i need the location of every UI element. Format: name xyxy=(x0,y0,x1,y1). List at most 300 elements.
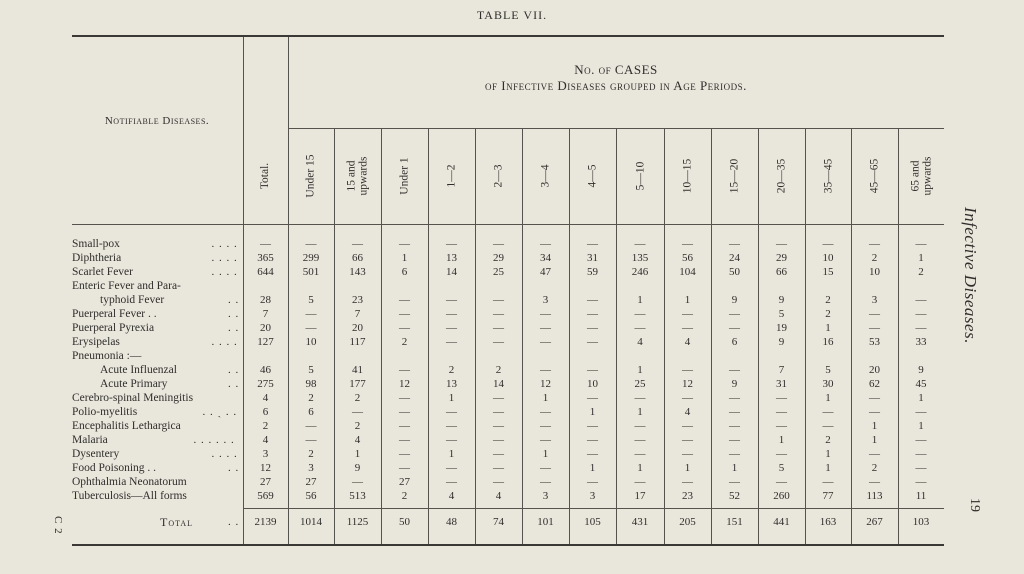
table-cell: 12 xyxy=(540,378,551,390)
table-cell: 6 xyxy=(308,406,314,418)
table-cell: — xyxy=(915,476,927,488)
table-cell: 10 xyxy=(822,252,834,264)
row-label: Tuberculosis—All forms xyxy=(72,490,187,502)
table-cell: 1 xyxy=(918,420,924,432)
table-cell: — xyxy=(915,448,927,460)
column-header xyxy=(522,128,569,224)
table-cell: — xyxy=(915,434,927,446)
table-cell: — xyxy=(634,448,646,460)
table-cell: — xyxy=(446,462,457,474)
table-cell xyxy=(334,350,381,362)
table-row xyxy=(0,280,1024,292)
table-cell: 66 xyxy=(352,252,363,264)
table-cell xyxy=(288,280,334,292)
table-cell: — xyxy=(493,434,504,446)
table-cell xyxy=(711,350,758,362)
table-cell: 27 xyxy=(305,476,317,488)
table-cell: — xyxy=(634,476,646,488)
table-cell: 1 xyxy=(918,252,924,264)
table-cell: — xyxy=(729,406,740,418)
table-row xyxy=(0,448,1024,460)
table-cell: — xyxy=(587,364,598,376)
table-cell: 1 xyxy=(871,420,878,432)
table-cell: 24 xyxy=(729,252,740,264)
row-label: Encephalitis Lethargica xyxy=(72,420,181,432)
table-cell: — xyxy=(682,238,693,250)
table-cell: 1125 xyxy=(346,516,369,528)
bottom-rule xyxy=(72,544,944,546)
table-cell: 4 xyxy=(448,490,455,502)
table-row xyxy=(0,238,1024,250)
table-cell xyxy=(616,280,664,292)
table-cell: 1 xyxy=(825,322,831,334)
table-cell: — xyxy=(869,476,880,488)
table-cell: 113 xyxy=(866,490,883,502)
table-cell: 1 xyxy=(637,462,643,474)
table-cell: 6 xyxy=(731,336,738,348)
table-cell: 1 xyxy=(589,406,596,418)
table-cell: 9 xyxy=(918,364,924,376)
table-cell: — xyxy=(729,322,740,334)
table-cell: 50 xyxy=(729,266,740,278)
table-cell: 20 xyxy=(869,364,880,376)
table-cell: 30 xyxy=(822,378,834,390)
table-cell: 2 xyxy=(354,420,361,432)
table-cell: — xyxy=(729,392,740,404)
table-cell: 177 xyxy=(349,378,366,390)
table-cell: — xyxy=(587,476,598,488)
table-cell: — xyxy=(869,406,880,418)
table-cell: — xyxy=(446,406,457,418)
table-cell: 1 xyxy=(871,434,878,446)
table-cell: 5 xyxy=(308,364,314,376)
table-cell xyxy=(805,280,851,292)
table-cell: — xyxy=(587,322,598,334)
table-cell: — xyxy=(729,364,740,376)
table-cell: — xyxy=(682,308,693,320)
table-cell: — xyxy=(540,476,551,488)
table-cell: — xyxy=(587,434,598,446)
table-cell: 47 xyxy=(540,266,551,278)
row-label: Diphtheria xyxy=(72,252,122,264)
table-cell: — xyxy=(493,308,504,320)
column-header-label: 15—20 xyxy=(728,158,741,194)
column-header xyxy=(664,128,711,224)
table-cell: 441 xyxy=(773,516,790,528)
table-cell: 20 xyxy=(352,322,363,334)
column-header-label: 5—10 xyxy=(634,161,646,191)
leader-dots: . . xyxy=(228,364,240,376)
row-label: Food Poisoning . . xyxy=(72,462,157,474)
table-cell: 50 xyxy=(399,516,410,528)
row-label: Puerperal Fever . . xyxy=(72,308,157,320)
table-cell xyxy=(334,280,381,292)
row-label: Acute Primary xyxy=(100,378,168,390)
table-cell: 151 xyxy=(726,516,743,528)
table-cell: 1 xyxy=(825,448,831,460)
table-cell: — xyxy=(822,238,834,250)
table-cell: 260 xyxy=(773,490,790,502)
column-header-label: Under 15 xyxy=(305,154,317,198)
table-cell: — xyxy=(729,448,740,460)
table-cell: — xyxy=(493,322,504,334)
table-cell: — xyxy=(729,434,740,446)
table-cell xyxy=(475,350,522,362)
table-cell: — xyxy=(446,336,457,348)
table-cell: — xyxy=(915,238,927,250)
column-header-label: 35—45 xyxy=(822,158,834,194)
table-cell: 28 xyxy=(260,294,271,306)
table-cell: 3 xyxy=(871,294,878,306)
total-top-rule xyxy=(243,508,944,509)
table-cell: 31 xyxy=(587,252,598,264)
table-cell: 4 xyxy=(262,392,269,404)
table-cell: 3 xyxy=(589,490,596,502)
table-cell: 17 xyxy=(634,490,646,502)
table-cell: — xyxy=(729,476,740,488)
table-cell: 267 xyxy=(866,516,883,528)
column-header xyxy=(758,128,805,224)
table-cell: 127 xyxy=(257,336,274,348)
leader-dots: . . xyxy=(228,378,240,390)
table-cell: 1 xyxy=(825,462,831,474)
table-cell: — xyxy=(776,406,787,418)
row-label: Dysentery xyxy=(72,448,120,460)
table-cell: 25 xyxy=(493,266,504,278)
table-cell: 59 xyxy=(587,266,598,278)
table-cell: 1 xyxy=(542,392,549,404)
leader-dots: . . . . xyxy=(211,252,238,264)
column-header xyxy=(616,128,664,224)
table-cell: — xyxy=(305,420,317,432)
table-cell: 27 xyxy=(399,476,410,488)
table-cell: — xyxy=(540,406,551,418)
table-row xyxy=(0,378,1024,390)
table-cell xyxy=(616,350,664,362)
table-cell: 103 xyxy=(912,516,930,528)
table-cell: — xyxy=(915,308,927,320)
table-cell: 4 xyxy=(354,434,361,446)
table-cell: 2 xyxy=(495,364,502,376)
table-cell: — xyxy=(915,406,927,418)
table-cell: 1 xyxy=(542,448,549,460)
table-cell xyxy=(243,280,288,292)
table-cell: 10 xyxy=(869,266,880,278)
table-cell: — xyxy=(493,294,504,306)
table-cell: 2 xyxy=(871,252,878,264)
table-cell: 4 xyxy=(637,336,643,348)
table-cell xyxy=(664,280,711,292)
table-cell: — xyxy=(634,238,646,250)
table-row xyxy=(0,406,1024,418)
table-cell: — xyxy=(399,364,410,376)
table-cell xyxy=(851,350,898,362)
table-cell: 7 xyxy=(778,364,785,376)
column-header-label: 2—3 xyxy=(492,164,505,188)
column-header xyxy=(243,128,288,224)
table-cell: 31 xyxy=(776,378,787,390)
table-cell: 66 xyxy=(776,266,787,278)
table-cell: 29 xyxy=(776,252,787,264)
column-header-label: Under 1 xyxy=(398,157,411,195)
table-cell: — xyxy=(540,434,551,446)
table-cell xyxy=(475,280,522,292)
table-row xyxy=(0,336,1024,348)
table-cell: — xyxy=(540,462,551,474)
row-label: Scarlet Fever xyxy=(72,266,133,278)
table-cell: — xyxy=(869,308,880,320)
table-cell: — xyxy=(682,420,693,432)
table-cell: 117 xyxy=(349,336,366,348)
table-cell: 644 xyxy=(257,266,274,278)
table-cell: — xyxy=(446,322,457,334)
table-cell: — xyxy=(493,336,504,348)
table-cell: — xyxy=(822,420,834,432)
table-cell: — xyxy=(540,364,551,376)
table-cell: — xyxy=(587,308,598,320)
table-cell: 12 xyxy=(399,378,410,390)
row-label: Puerperal Pyrexia xyxy=(72,322,155,334)
table-cell: — xyxy=(446,476,457,488)
column-header-label: 1—2 xyxy=(445,164,458,188)
notifiable-diseases-header: Notifiable Diseases. xyxy=(104,115,210,127)
table-cell: 9 xyxy=(731,294,738,306)
leader-dots: . . xyxy=(228,516,240,528)
table-cell: 25 xyxy=(634,378,646,390)
table-cell: 104 xyxy=(679,266,696,278)
table-cell: — xyxy=(915,294,927,306)
table-row xyxy=(0,308,1024,320)
table-cell: 2 xyxy=(448,364,455,376)
leader-dots: . . xyxy=(228,322,240,334)
table-cell: 1 xyxy=(448,448,455,460)
table-cell xyxy=(758,280,805,292)
table-row xyxy=(0,392,1024,404)
table-row xyxy=(0,462,1024,474)
table-title: TABLE VII. xyxy=(476,8,548,22)
column-header xyxy=(569,128,616,224)
table-cell: — xyxy=(399,322,410,334)
table-cell: 1 xyxy=(684,294,691,306)
side-running-title: Infective Diseases. xyxy=(961,206,980,344)
table-cell: — xyxy=(587,238,598,250)
table-cell: 6 xyxy=(262,406,269,418)
table-cell: — xyxy=(399,238,410,250)
table-cell: 16 xyxy=(822,336,834,348)
table-cell: 1 xyxy=(448,392,455,404)
table-cell xyxy=(522,350,569,362)
table-cell: 2 xyxy=(308,448,314,460)
table-cell: — xyxy=(305,322,317,334)
table-cell: 246 xyxy=(631,266,649,278)
column-header xyxy=(381,128,428,224)
table-cell: 2 xyxy=(308,392,314,404)
table-cell: — xyxy=(634,392,646,404)
table-cell xyxy=(243,350,288,362)
table-cell: 2 xyxy=(401,336,408,348)
table-cell xyxy=(569,280,616,292)
table-cell: 56 xyxy=(305,490,317,502)
table-cell: 14 xyxy=(493,378,504,390)
table-cell: 2 xyxy=(871,462,878,474)
table-cell: — xyxy=(493,238,504,250)
table-cell: — xyxy=(682,434,693,446)
table-cell: 4 xyxy=(684,406,691,418)
table-cell: 62 xyxy=(869,378,880,390)
table-cell: 53 xyxy=(869,336,880,348)
leader-dots: . . . . xyxy=(211,238,238,250)
row-label: Pneumonia :— xyxy=(72,350,142,362)
table-cell: — xyxy=(399,434,410,446)
table-row xyxy=(0,294,1024,306)
table-cell: — xyxy=(776,238,787,250)
table-cell: 569 xyxy=(257,490,274,502)
column-header-label: 10—15 xyxy=(681,158,694,194)
row-label: Small-pox xyxy=(72,238,120,250)
table-row xyxy=(0,420,1024,432)
table-cell: 27 xyxy=(260,476,271,488)
table-cell: 299 xyxy=(302,252,320,264)
table-cell: — xyxy=(493,476,504,488)
table-cell: — xyxy=(729,420,740,432)
table-cell: 365 xyxy=(257,252,274,264)
leader-dots: . . xyxy=(228,462,240,474)
table-cell: — xyxy=(446,238,457,250)
column-header-label: 3—4 xyxy=(539,164,552,188)
table-cell: — xyxy=(587,420,598,432)
table-cell: 3 xyxy=(308,462,314,474)
column-header-label: Total. xyxy=(259,162,272,190)
table-cell: — xyxy=(540,238,551,250)
table-cell: 135 xyxy=(631,252,649,264)
table-cell: 1 xyxy=(684,462,691,474)
table-cell: 52 xyxy=(729,490,740,502)
table-cell: 5 xyxy=(778,462,785,474)
table-cell: — xyxy=(776,392,787,404)
table-cell: 45 xyxy=(915,378,927,390)
table-cell: — xyxy=(399,392,410,404)
table-cell: — xyxy=(587,392,598,404)
table-row xyxy=(0,322,1024,334)
table-cell: — xyxy=(352,238,363,250)
row-label: Acute Influenzal xyxy=(100,364,177,376)
table-cell: — xyxy=(869,448,880,460)
table-cell: 9 xyxy=(354,462,361,474)
table-cell: 275 xyxy=(257,378,274,390)
table-cell: — xyxy=(305,434,317,446)
table-cell: — xyxy=(446,308,457,320)
table-cell: 163 xyxy=(819,516,837,528)
table-cell: 12 xyxy=(260,462,271,474)
table-cell: 19 xyxy=(776,322,787,334)
table-cell xyxy=(569,350,616,362)
row-label: typhoid Fever xyxy=(100,294,165,306)
row-label: Polio-myelitis xyxy=(72,406,138,418)
table-cell: — xyxy=(869,322,880,334)
table-cell: — xyxy=(399,462,410,474)
column-header xyxy=(851,128,898,224)
table-cell: 13 xyxy=(446,252,457,264)
table-cell: — xyxy=(682,364,693,376)
table-cell xyxy=(898,280,944,292)
column-header xyxy=(475,128,522,224)
table-cell: 23 xyxy=(352,294,363,306)
table-cell: — xyxy=(634,308,646,320)
table-cell: — xyxy=(540,336,551,348)
table-cell: 5 xyxy=(308,294,314,306)
table-cell: 2 xyxy=(825,434,831,446)
table-cell: 33 xyxy=(915,336,927,348)
table-cell: — xyxy=(399,294,410,306)
table-cell: 2 xyxy=(401,490,408,502)
table-cell: 1 xyxy=(401,252,408,264)
page-number: 19 xyxy=(967,498,982,512)
table-cell: — xyxy=(446,434,457,446)
table-cell xyxy=(851,280,898,292)
table-row xyxy=(0,476,1024,488)
table-row xyxy=(0,252,1024,264)
table-cell: 143 xyxy=(349,266,366,278)
table-cell: 56 xyxy=(682,252,693,264)
table-cell xyxy=(805,350,851,362)
table-cell: 41 xyxy=(352,364,363,376)
column-header-label: 45—65 xyxy=(868,158,881,194)
table-cell: — xyxy=(540,322,551,334)
top-rule xyxy=(72,35,944,37)
table-cell: 29 xyxy=(493,252,504,264)
table-cell: — xyxy=(776,420,787,432)
table-cell: — xyxy=(915,322,927,334)
column-header-label: 65 and upwards xyxy=(909,156,933,196)
table-cell: 2 xyxy=(354,392,361,404)
table-cell: — xyxy=(729,308,740,320)
table-cell: 10 xyxy=(305,336,317,348)
column-header xyxy=(288,128,334,224)
table-cell: — xyxy=(587,294,598,306)
table-cell: 1 xyxy=(731,462,738,474)
table-cell: 431 xyxy=(631,516,649,528)
row-label: Erysipelas xyxy=(72,336,120,348)
leader-dots: . . . . xyxy=(211,448,238,460)
table-cell: 501 xyxy=(302,266,320,278)
total-row xyxy=(0,516,1024,528)
table-cell: — xyxy=(352,406,363,418)
leader-dots: . . xyxy=(228,294,240,306)
column-header xyxy=(428,128,475,224)
table-cell: 34 xyxy=(540,252,551,264)
table-cell: — xyxy=(493,462,504,474)
table-cell: 23 xyxy=(682,490,693,502)
table-cell: 1 xyxy=(918,392,924,404)
signature-mark: C 2 xyxy=(52,515,64,535)
table-cell: 2 xyxy=(918,266,924,278)
table-cell: 20 xyxy=(260,322,271,334)
table-cell: 13 xyxy=(446,378,457,390)
row-label: Cerebro-spinal Meningitis xyxy=(72,392,194,404)
table-cell: — xyxy=(446,294,457,306)
group-title-line2: of Infective Diseases grouped in Age Periods. xyxy=(485,78,747,93)
table-cell xyxy=(898,350,944,362)
table-cell: 9 xyxy=(778,294,785,306)
row-label: Ophthalmia Neonatorum xyxy=(72,476,187,488)
table-cell: — xyxy=(822,406,834,418)
table-cell: 1014 xyxy=(300,516,322,528)
table-cell: — xyxy=(682,392,693,404)
table-cell: 1 xyxy=(637,294,643,306)
table-cell: 6 xyxy=(401,266,408,278)
table-cell: 205 xyxy=(679,516,696,528)
table-row xyxy=(0,364,1024,376)
